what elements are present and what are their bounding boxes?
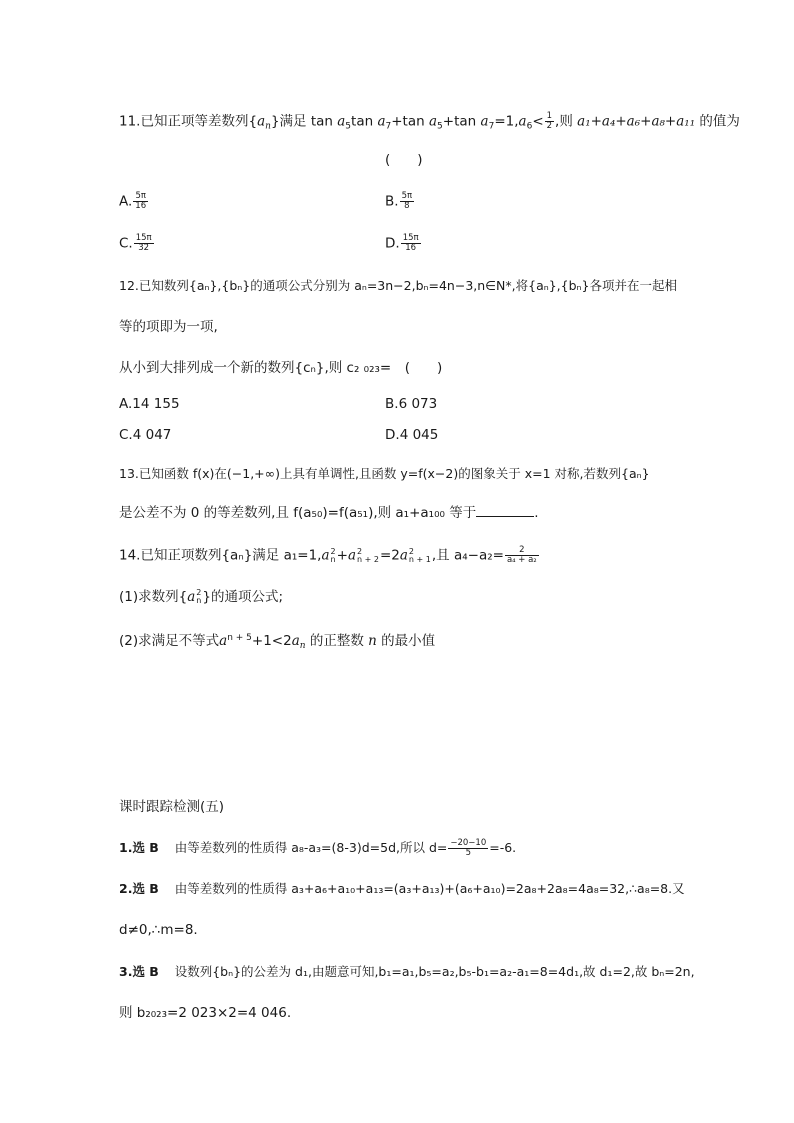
q14-part2: (2)求满足不等式$a^{n + 5}+1<2a_n$ 的正整数 n 的最小值: [119, 633, 436, 651]
answer-3-line2: 则 b₂₀₂₃=2 023×2=4 046.: [119, 1005, 292, 1021]
q14-stem: 14.已知正项数列{aₙ}满足 a₁=1,a 2 n +a 2 n + 2 =2a 2 n + 1 ,且 a₄−a₂= $\frac{2}{\text{a₄ + a₂}}$: [119, 545, 537, 565]
q13-stem-line2: 是公差不为 0 的等差数列,且 f(a₅₀)=f(a₅₁),则 a₁+a₁₀₀ 等于 .: [119, 505, 539, 521]
q12-stem-line2: 等的项即为一项,: [119, 319, 218, 335]
answer-2-line2: d≠0,∴m=8.: [119, 922, 198, 938]
q11-fraction: $\frac{1}{2}$: [546, 111, 553, 131]
q13-stem-line1: 13.已知函数 f(x)在(−1,+∞)上具有单调性,且函数 y=f(x−2)的图象关于 x=1 对称,若数列{aₙ}: [119, 466, 650, 481]
answer-2: 2.选 B 由等差数列的性质得 a₃+a₆+a₁₀+a₁₃=(a₃+a₁₃)+(a₆+a₁₀)=2a₈+2a₈=4a₈=32,∴a₈=8.又: [119, 881, 685, 896]
q12-option-b[interactable]: B.6 073: [385, 396, 438, 412]
q12-option-c[interactable]: C.4 047: [119, 427, 172, 443]
q12-stem-line1: 12.已知数列{aₙ},{bₙ}的通项公式分别为 aₙ=3n−2,bₙ=4n−3,n∈N*,将{aₙ},{bₙ}各项并在一起相: [119, 278, 677, 293]
q11-answer-paren: ( ): [385, 152, 423, 168]
answer-3: 3.选 B 设数列{bₙ}的公差为 d₁,由题意可知,b₁=a₁,b₅=a₂,b₅-b₁=a₂-a₁=8=4d₁,故 d₁=2,故 bₙ=2n,: [119, 964, 695, 979]
q11-number: 11.: [119, 113, 141, 130]
q12-option-a[interactable]: A.14 155: [119, 396, 180, 412]
q11-stem: 11.已知正项等差数列$\{a_n\}$满足 $\tan a_5\tan$ $a_7+\tan$ $a_5+\tan$ $a_7=1,a_6<$ $\frac{1}{2}$ ,则 a₁+a₄+a₆+a₈+a₁₁ 的值为: [119, 111, 740, 132]
q12-stem-line3: 从小到大排列成一个新的数列{cₙ},则 c₂ ₀₂₃= ( ): [119, 360, 443, 376]
q12-option-d[interactable]: D.4 045: [385, 427, 439, 443]
q14-part1: (1)求数列{a 2 n }的通项公式;: [119, 588, 284, 605]
answer-1-fraction: $\frac{-20-10}{5}$: [450, 838, 487, 858]
q11-option-b[interactable]: B. $\frac{5\pi}{8}$: [385, 191, 413, 211]
answer-1: 1.选 B 由等差数列的性质得 a₈-a₃=(8-3)d=5d,所以 d= $\frac{-20-10}{5}$ =-6.: [119, 838, 517, 858]
q11-option-a[interactable]: A. $\frac{5\pi}{16}$: [119, 191, 147, 211]
q13-answer-blank[interactable]: [476, 504, 534, 517]
q11-option-d[interactable]: D. $\frac{15\pi}{16}$: [385, 233, 419, 253]
q11-option-c[interactable]: C. $\frac{15\pi}{32}$: [119, 233, 152, 253]
answers-title: 课时跟踪检测(五): [119, 799, 225, 815]
q14-fraction: $\frac{2}{\text{a₄ + a₂}}$: [506, 545, 537, 565]
